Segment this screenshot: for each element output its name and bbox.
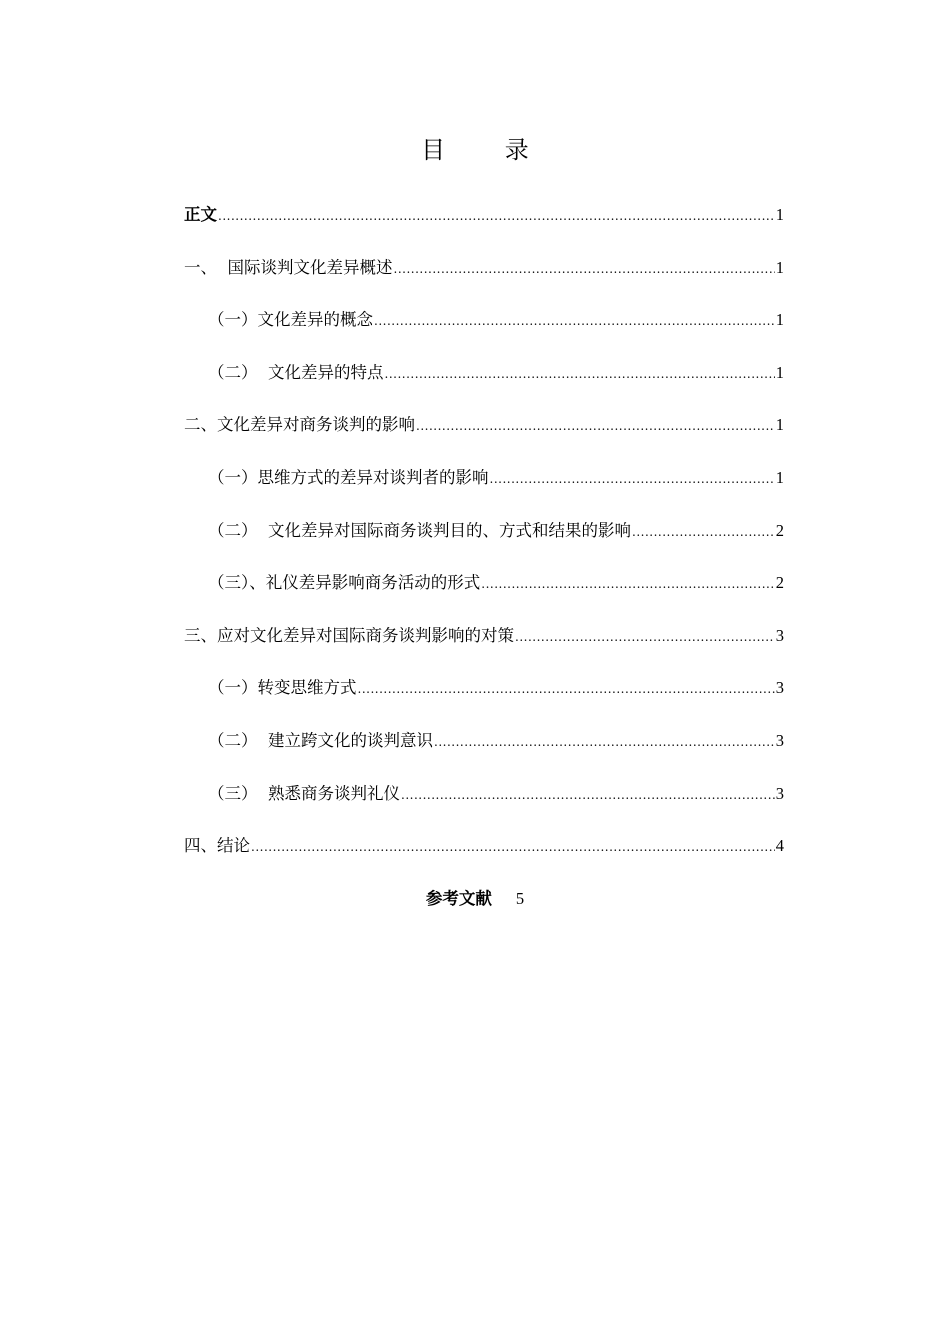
toc-entry-page: 3 xyxy=(775,678,784,698)
toc-entry-page: 1 xyxy=(775,467,784,487)
toc-entry-section-2-2[interactable] xyxy=(184,518,784,571)
toc-entry-section-1[interactable] xyxy=(184,255,784,308)
toc-entry-page: 1 xyxy=(775,310,784,330)
dot-leader xyxy=(394,256,775,282)
toc-entry-page: 1 xyxy=(775,257,784,277)
toc-entry-page: 2 xyxy=(775,573,784,593)
dot-leader xyxy=(385,361,775,387)
toc-entry-page: 2 xyxy=(775,520,784,540)
toc-entry-section-2-3[interactable] xyxy=(184,570,784,623)
dot-leader xyxy=(251,834,775,860)
toc-entry-section-3-3[interactable] xyxy=(184,781,784,834)
dot-leader xyxy=(481,571,775,597)
toc-entry-label: 四、结论 xyxy=(184,836,250,856)
dot-leader xyxy=(434,729,775,755)
table-of-contents xyxy=(184,202,784,886)
toc-entry-label: （一）转变思维方式 xyxy=(208,678,357,698)
references-label: 参考文献 xyxy=(425,889,492,908)
toc-entry-page: 3 xyxy=(775,730,784,750)
toc-entry-page: 1 xyxy=(775,362,784,382)
toc-entry-section-3-1[interactable] xyxy=(184,675,784,728)
toc-entry-label: （三）、礼仪差异影响商务活动的形式 xyxy=(208,573,481,593)
toc-entry-section-4[interactable] xyxy=(184,833,784,886)
toc-entry-references[interactable] xyxy=(0,886,950,912)
references-page: 5 xyxy=(515,889,525,908)
toc-entry-section-3[interactable] xyxy=(184,623,784,676)
dot-leader xyxy=(490,466,775,492)
toc-entry-label: （二） 文化差异的特点 xyxy=(208,362,384,382)
dot-leader xyxy=(416,413,775,439)
dot-leader xyxy=(515,624,775,650)
toc-entry-page: 3 xyxy=(775,625,784,645)
toc-entry-section-2-1[interactable] xyxy=(184,465,784,518)
toc-entry-label: 正文 xyxy=(184,205,217,224)
dot-leader xyxy=(358,676,775,702)
toc-entry-section-2[interactable] xyxy=(184,412,784,465)
toc-entry-section-1-1[interactable] xyxy=(184,307,784,360)
toc-entry-section-1-2[interactable] xyxy=(184,360,784,413)
dot-leader xyxy=(401,782,775,808)
dot-leader xyxy=(632,519,775,545)
toc-entry-page: 1 xyxy=(775,415,784,435)
toc-entry-label: （二） 文化差异对国际商务谈判目的、方式和结果的影响 xyxy=(208,520,631,540)
dot-leader xyxy=(218,203,775,229)
toc-entry-page: 4 xyxy=(775,836,784,856)
toc-entry-label: （三） 熟悉商务谈判礼仪 xyxy=(208,783,400,803)
toc-entry-section-3-2[interactable] xyxy=(184,728,784,781)
toc-entry-page: 3 xyxy=(775,783,784,803)
toc-entry-page: 1 xyxy=(775,205,784,224)
toc-entry-label: 二、文化差异对商务谈判的影响 xyxy=(184,415,415,435)
dot-leader xyxy=(374,308,775,334)
toc-entry-label: 三、应对文化差异对国际商务谈判影响的对策 xyxy=(184,625,514,645)
toc-entry-label: （一）文化差异的概念 xyxy=(208,310,373,330)
toc-entry-label: （二） 建立跨文化的谈判意识 xyxy=(208,730,433,750)
toc-entry-label: （一）思维方式的差异对谈判者的影响 xyxy=(208,467,489,487)
toc-entry-label: 一、 国际谈判文化差异概述 xyxy=(184,257,393,277)
toc-entry-body[interactable] xyxy=(184,202,784,255)
toc-title: 目 录 xyxy=(421,136,555,164)
